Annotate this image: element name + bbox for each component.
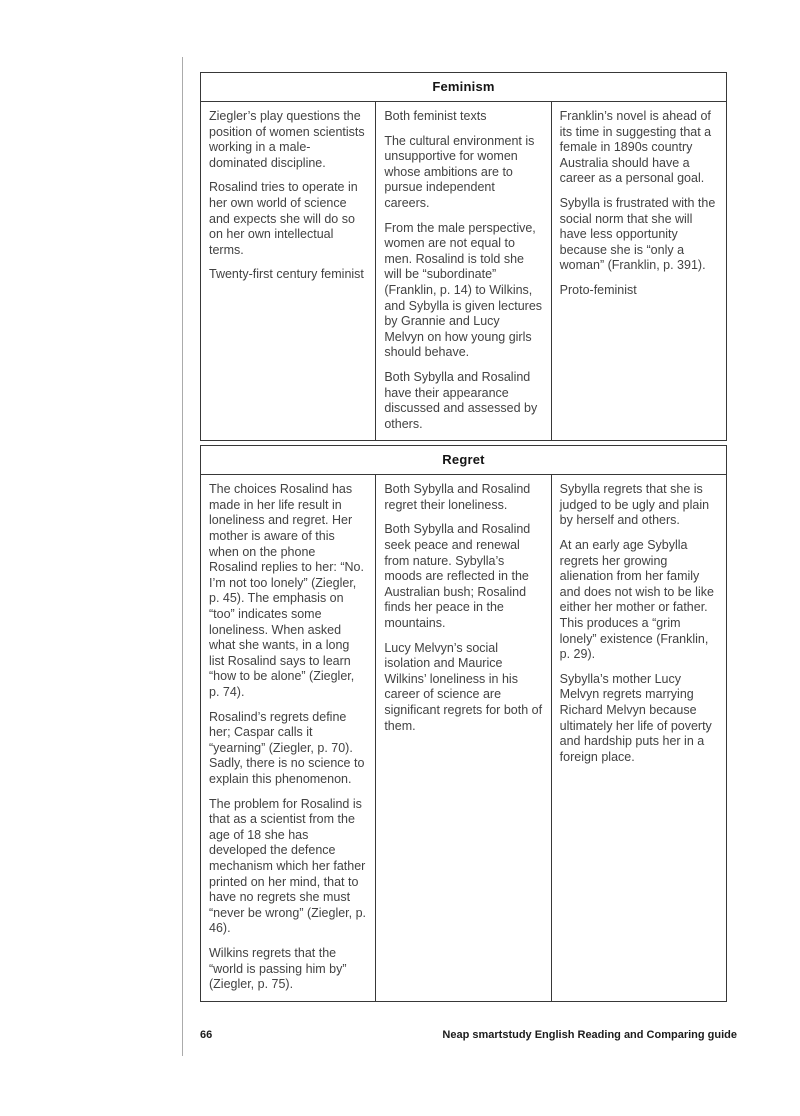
feminism-table-body (201, 102, 726, 440)
paragraph: Twenty-first century feminist (209, 267, 364, 282)
paragraph: Both Sybylla and Rosalind have their appearance discussed and assessed by others. (384, 369, 538, 431)
guide-title: Neap smartstudy English Reading and Comparing guide (442, 1029, 737, 1041)
paragraph: Both feminist texts (384, 109, 487, 123)
regret-table-title: Regret (201, 446, 726, 475)
margin-rule (182, 57, 183, 1056)
regret-column-ziegler (201, 475, 376, 1000)
feminism-column-ziegler (201, 102, 376, 440)
paragraph: Rosalind tries to operate in her own world of science and expects she will do so on her own intellectual terms. (209, 180, 358, 257)
regret-column-both-texts (376, 475, 551, 1000)
paragraph: Both Sybylla and Rosalind seek peace and renewal from nature. Sybylla’s moods are reflected in the Australian bush; Rosalind finds her peace in the mountains. (384, 522, 531, 631)
paragraph: Franklin’s novel is ahead of its time in suggesting that a female in 1890s country Australia should have a career as a personal goal. (559, 109, 712, 186)
paragraph: Sybylla’s mother Lucy Melvyn regrets marrying Richard Melvyn because ultimately her life of poverty and hardship puts her in a foreign place. (559, 671, 712, 764)
paragraph: From the male perspective, women are not equal to men. Rosalind is told she will be “subordinate” (Franklin, p. 14) to Wilkins, and Sybylla is given lectures by Grannie and Lucy Melvyn on how young girls should behave. (384, 220, 543, 360)
feminism-table-title: Feminism (201, 73, 726, 102)
feminism-table (200, 72, 727, 441)
paragraph: Ziegler’s play questions the position of women scientists working in a male-dominated discipline. (209, 109, 365, 170)
feminism-column-franklin (552, 102, 726, 440)
paragraph: At an early age Sybylla regrets her growing alienation from her family and does not wish to be like either her mother or father. This produces a “grim lonely” existence (Franklin, p. 29). (559, 538, 714, 662)
page-number: 66 (200, 1029, 213, 1041)
feminism-column-both-texts (376, 102, 551, 440)
regret-column-franklin (552, 475, 726, 1000)
paragraph: The problem for Rosalind is that as a scientist from the age of 18 she has developed the defence mechanism which her father printed on her mind, that to have no regrets she must “never be wrong” (Ziegler, p. 46). (209, 796, 367, 936)
paragraph: Rosalind’s regrets define her; Caspar calls it “yearning” (Ziegler, p. 70). Sadly, there is no science to explain this phenomenon. (209, 709, 365, 786)
paragraph: Wilkins regrets that the “world is passing him by” (Ziegler, p. 75). (209, 945, 347, 992)
paragraph: Lucy Melvyn’s social isolation and Maurice Wilkins’ loneliness in his career of science are significant regrets for both of them. (384, 640, 543, 733)
regret-table-body (201, 475, 726, 1000)
paragraph: Sybylla is frustrated with the social norm that she will have less opportunity because she is “only a woman” (Franklin, p. 391). (559, 195, 716, 273)
paragraph: The cultural environment is unsupportive for women whose ambitions are to pursue independent careers. (384, 133, 535, 210)
paragraph: Proto-feminist (559, 282, 637, 297)
paragraph: Sybylla regrets that she is judged to be ugly and plain by herself and others. (559, 482, 710, 528)
paragraph: Both Sybylla and Rosalind regret their loneliness. (384, 482, 531, 512)
page-footer (200, 1029, 737, 1041)
page-content (200, 72, 727, 1006)
regret-table (200, 445, 727, 1001)
paragraph: The choices Rosalind has made in her life result in loneliness and regret. Her mother is aware of this when on the phone Rosalind replies to her: “No. I’m not too lonely” (Ziegler, p. 45). The emphasis on “too” indicates some loneliness. When asked what she wants, in a long list Rosalind says to learn “how to be alone” (Ziegler, p. 74). (209, 482, 364, 699)
